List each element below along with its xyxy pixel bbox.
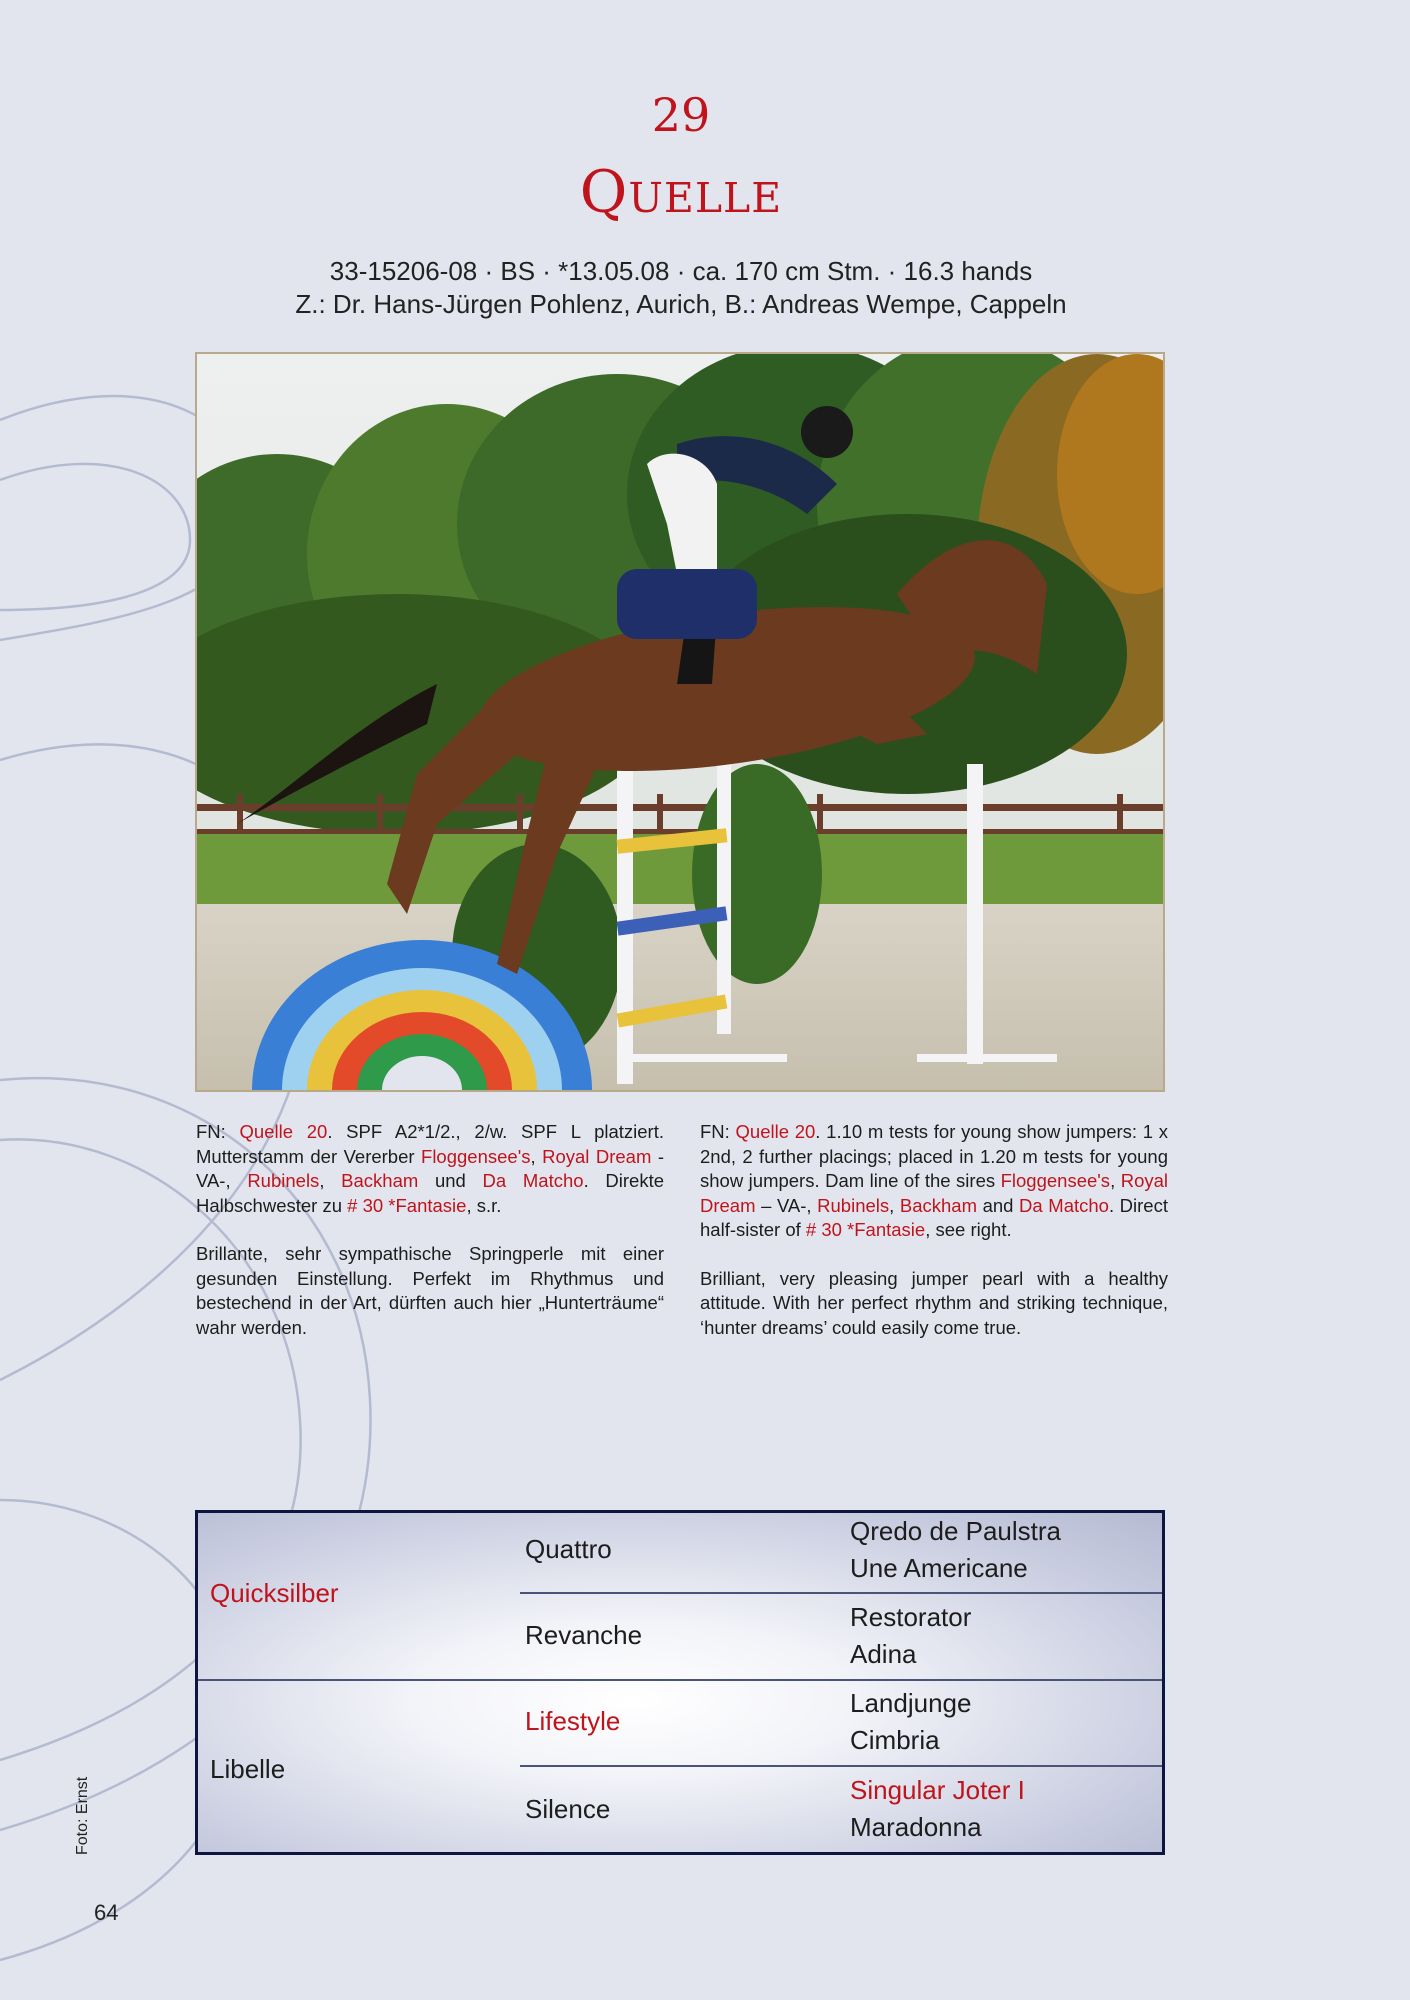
pedigree-dam: Libelle: [210, 1754, 286, 1784]
pedigree-grandparent: Revanche: [525, 1620, 643, 1650]
page-number: 64: [94, 1900, 119, 1925]
horse-jumping-photo: [195, 352, 1165, 1092]
text-segment: ,: [530, 1145, 543, 1167]
text-segment: FN:: [700, 1121, 736, 1142]
highlighted-name: Rubinels: [247, 1170, 320, 1191]
text-segment: . SPF A2*1/2., 2/w. SPF L platziert. Mutterstamm der Vererber: [196, 1121, 664, 1167]
pedigree-sire: Quicksilber: [210, 1578, 339, 1608]
highlighted-name: Da Matcho: [1019, 1194, 1109, 1216]
german-performance-paragraph: [196, 1120, 664, 1218]
breeder-line: Z.: Dr. Hans-Jürgen Pohlenz, Aurich, B.: Andreas Wempe, Cappeln: [295, 289, 1067, 319]
english-performance-paragraph: [700, 1120, 1168, 1243]
text-segment: ,: [889, 1194, 900, 1216]
pedigree-great-grandparent: Singular Joter I: [850, 1775, 1025, 1805]
highlighted-name: Floggensee's: [421, 1145, 531, 1167]
highlighted-name: Backham: [899, 1194, 978, 1216]
text-segment: . 1.10 m tests for young show jumpers: 1 x 2nd, 2 further placings; placed in 1.20 m tests for young show jumpers. Dam line of the sires: [700, 1121, 1168, 1191]
pedigree-grandparent: Silence: [525, 1794, 611, 1824]
highlighted-name: Da Matcho: [482, 1170, 584, 1191]
pedigree-great-grandparent: Qredo de Paulstra: [850, 1516, 1062, 1546]
highlighted-name: Royal Dream: [542, 1145, 652, 1167]
text-segment: ,: [319, 1170, 342, 1191]
divider-sire-side: [520, 1592, 1162, 1594]
pedigree-great-grandparent: Restorator: [850, 1602, 972, 1632]
lot-number: 29: [651, 88, 711, 142]
text-segment: . Direct half-sister of: [700, 1194, 1168, 1240]
highlighted-name: Rubinels: [817, 1194, 890, 1216]
pedigree-great-grandparent: Maradonna: [850, 1812, 982, 1842]
text-segment: . Direkte Halbschwester zu: [196, 1170, 664, 1216]
highlighted-name: Quelle 20: [735, 1121, 816, 1142]
highlighted-name: Royal Dream: [700, 1170, 1169, 1216]
text-segment: FN:: [196, 1121, 240, 1142]
text-segment: , s.r.: [466, 1194, 502, 1216]
text-segment: and: [977, 1194, 1020, 1216]
description-english: [700, 1120, 1168, 1364]
pedigree-great-grandparent: Une Americane: [850, 1553, 1028, 1583]
pedigree-great-grandparent: Cimbria: [850, 1725, 940, 1755]
divider-sire-dam: [198, 1679, 1162, 1681]
pedigree-grandparent: Lifestyle: [525, 1706, 621, 1736]
text-segment: – VA-,: [755, 1194, 818, 1216]
english-assessment-paragraph: Brilliant, very pleasing jumper pearl with a healthy attitude. With her perfect rhythm and striking technique, ‘hunter dreams’ could easily come true.: [700, 1267, 1168, 1338]
text-segment: -VA-,: [196, 1145, 664, 1191]
pedigree-great-grandparent: Landjunge: [850, 1688, 972, 1718]
pedigree-table: [195, 1510, 1165, 1855]
german-assessment-paragraph: Brillante, sehr sympathische Springperle mit einer gesunden Einstellung. Perfekt im Rhythmus und bestechend in der Art, dürften auch hier „Hunterträume“ wahr werden.: [196, 1243, 664, 1338]
highlighted-name: Backham: [341, 1170, 419, 1191]
highlighted-name: # 30 *Fantasie: [347, 1194, 467, 1216]
horse-details-line: 33-15206-08 · BS · *13.05.08 · ca. 170 cm Stm. · 16.3 hands: [329, 256, 1033, 286]
photo-credit: Foto: Ernst: [74, 1776, 91, 1855]
text-segment: ,: [1110, 1170, 1121, 1191]
highlighted-name: Floggensee's: [1000, 1170, 1111, 1191]
divider-dam-side: [520, 1765, 1162, 1767]
pedigree-great-grandparent: Adina: [850, 1639, 917, 1669]
description-german: [196, 1120, 664, 1364]
text-segment: , see right.: [925, 1219, 1012, 1240]
horse-name: Quelle: [579, 158, 783, 226]
text-segment: und: [418, 1170, 483, 1191]
pedigree-grandparent: Quattro: [525, 1534, 612, 1564]
highlighted-name: # 30 *Fantasie: [805, 1219, 926, 1240]
highlighted-name: Quelle 20: [239, 1121, 328, 1142]
